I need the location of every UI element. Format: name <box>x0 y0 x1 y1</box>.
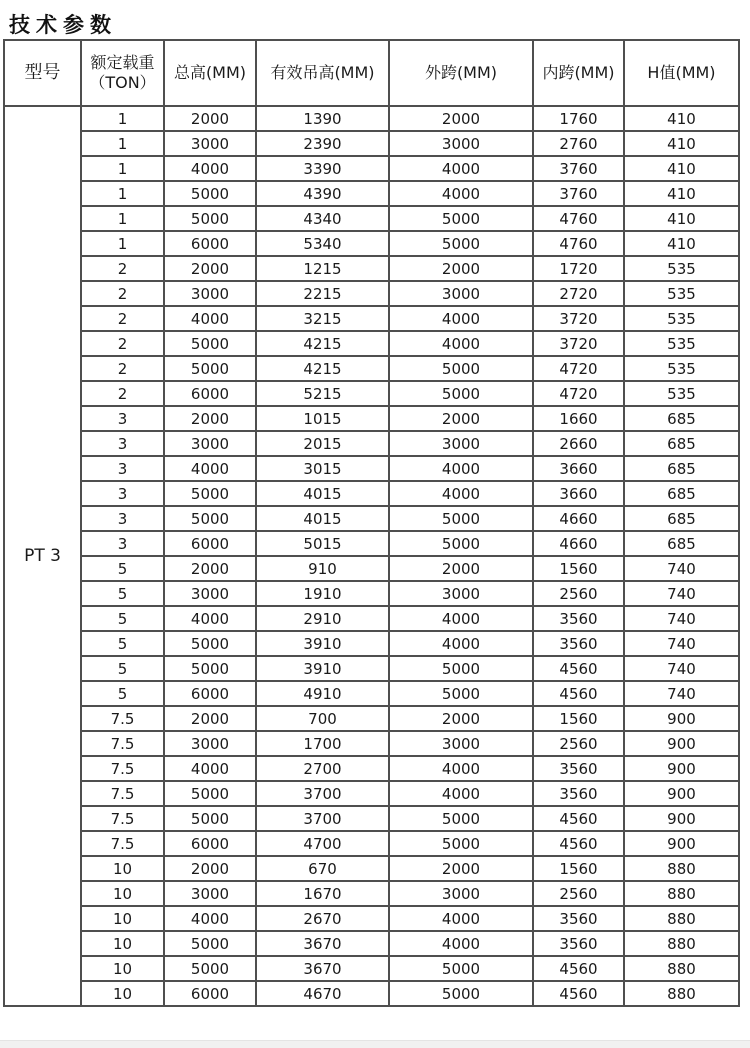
table-row <box>4 631 739 656</box>
table-cell: 3000 <box>389 281 533 306</box>
table-cell: 4000 <box>164 156 256 181</box>
table-cell: 2000 <box>164 856 256 881</box>
table-cell: 1 <box>81 156 164 181</box>
table-cell: 5340 <box>256 231 389 256</box>
table-cell: 740 <box>624 681 739 706</box>
table-cell: 4760 <box>533 206 624 231</box>
table-cell: 1720 <box>533 256 624 281</box>
table-cell: 7.5 <box>81 781 164 806</box>
table-cell: 10 <box>81 981 164 1006</box>
table-cell: 2000 <box>389 856 533 881</box>
table-cell: 4000 <box>389 606 533 631</box>
table-cell: 5000 <box>164 631 256 656</box>
table-cell: 4000 <box>164 756 256 781</box>
table-cell: 3720 <box>533 306 624 331</box>
table-cell: 5215 <box>256 381 389 406</box>
table-cell: 3000 <box>389 431 533 456</box>
table-cell: 3760 <box>533 181 624 206</box>
table-cell: 1560 <box>533 556 624 581</box>
table-cell: 6000 <box>164 831 256 856</box>
table-cell: 685 <box>624 506 739 531</box>
table-cell: 3560 <box>533 931 624 956</box>
table-cell: 4000 <box>164 606 256 631</box>
table-cell: 3000 <box>164 281 256 306</box>
table-row <box>4 506 739 531</box>
table-cell: 685 <box>624 531 739 556</box>
table-cell: 4000 <box>164 906 256 931</box>
table-row <box>4 131 739 156</box>
table-cell: 3000 <box>389 131 533 156</box>
table-cell: 900 <box>624 781 739 806</box>
table-cell: 5000 <box>389 531 533 556</box>
table-cell: 1215 <box>256 256 389 281</box>
table-row <box>4 231 739 256</box>
table-cell: 5 <box>81 556 164 581</box>
table-row <box>4 406 739 431</box>
table-cell: 5000 <box>164 506 256 531</box>
table-cell: 1560 <box>533 856 624 881</box>
header-row <box>4 40 739 106</box>
table-cell: 4000 <box>389 631 533 656</box>
table-row <box>4 281 739 306</box>
table-cell: 10 <box>81 906 164 931</box>
table-cell: 5 <box>81 606 164 631</box>
table-cell: 2000 <box>164 256 256 281</box>
table-cell: 3670 <box>256 956 389 981</box>
table-cell: 5000 <box>164 331 256 356</box>
table-row <box>4 256 739 281</box>
table-row <box>4 456 739 481</box>
table-cell: 5000 <box>389 231 533 256</box>
table-cell: 4015 <box>256 481 389 506</box>
table-cell: 3660 <box>533 456 624 481</box>
table-cell: 5000 <box>389 206 533 231</box>
table-cell: 4660 <box>533 531 624 556</box>
table-cell: 3000 <box>389 881 533 906</box>
table-cell: 5 <box>81 681 164 706</box>
table-cell: 7.5 <box>81 731 164 756</box>
table-row <box>4 906 739 931</box>
table-cell: 410 <box>624 206 739 231</box>
table-cell: 3 <box>81 456 164 481</box>
table-row <box>4 706 739 731</box>
table-cell: 4660 <box>533 506 624 531</box>
table-cell: 1 <box>81 181 164 206</box>
table-cell: 2000 <box>389 256 533 281</box>
table-cell: 4000 <box>389 156 533 181</box>
table-cell: 535 <box>624 281 739 306</box>
model-cell: PT 3 <box>4 106 81 1006</box>
column-header-rated-load: 额定载重（TON） <box>81 40 164 106</box>
table-cell: 3560 <box>533 606 624 631</box>
table-cell: 880 <box>624 906 739 931</box>
table-cell: 900 <box>624 756 739 781</box>
table-cell: 1700 <box>256 731 389 756</box>
table-cell: 5000 <box>164 931 256 956</box>
table-row <box>4 581 739 606</box>
table-cell: 2000 <box>164 406 256 431</box>
table-cell: 1560 <box>533 706 624 731</box>
table-row <box>4 756 739 781</box>
table-row <box>4 806 739 831</box>
table-body <box>4 106 739 1006</box>
table-cell: 3560 <box>533 906 624 931</box>
table-row <box>4 356 739 381</box>
table-cell: 5000 <box>389 381 533 406</box>
table-cell: 4215 <box>256 356 389 381</box>
table-row <box>4 656 739 681</box>
table-cell: 5000 <box>389 506 533 531</box>
table-cell: 10 <box>81 956 164 981</box>
table-cell: 685 <box>624 481 739 506</box>
table-cell: 535 <box>624 306 739 331</box>
table-cell: 4000 <box>389 781 533 806</box>
table-cell: 3910 <box>256 656 389 681</box>
table-cell: 4000 <box>389 756 533 781</box>
table-cell: 5000 <box>164 206 256 231</box>
table-row <box>4 881 739 906</box>
table-cell: 535 <box>624 381 739 406</box>
column-header-effective-lift-height: 有效吊高(MM) <box>256 40 389 106</box>
table-cell: 3700 <box>256 781 389 806</box>
table-cell: 2 <box>81 256 164 281</box>
table-row <box>4 106 739 131</box>
table-row <box>4 606 739 631</box>
table-cell: 2000 <box>389 406 533 431</box>
table-cell: 4000 <box>389 906 533 931</box>
table-row <box>4 556 739 581</box>
table-cell: 2000 <box>389 706 533 731</box>
table-cell: 1760 <box>533 106 624 131</box>
column-header-total-height: 总高(MM) <box>164 40 256 106</box>
table-cell: 685 <box>624 406 739 431</box>
table-cell: 7.5 <box>81 806 164 831</box>
table-row <box>4 206 739 231</box>
table-cell: 1910 <box>256 581 389 606</box>
table-row <box>4 731 739 756</box>
table-cell: 880 <box>624 931 739 956</box>
table-row <box>4 431 739 456</box>
table-cell: 3560 <box>533 781 624 806</box>
table-cell: 6000 <box>164 981 256 1006</box>
table-cell: 3 <box>81 406 164 431</box>
table-cell: 5 <box>81 581 164 606</box>
table-cell: 5000 <box>389 806 533 831</box>
table-row <box>4 181 739 206</box>
table-cell: 6000 <box>164 381 256 406</box>
table-cell: 3760 <box>533 156 624 181</box>
table-cell: 4560 <box>533 806 624 831</box>
table-cell: 740 <box>624 631 739 656</box>
table-cell: 5000 <box>389 681 533 706</box>
table-cell: 4000 <box>389 481 533 506</box>
table-cell: 740 <box>624 581 739 606</box>
table-row <box>4 981 739 1006</box>
table-row <box>4 831 739 856</box>
table-row <box>4 956 739 981</box>
table-cell: 3000 <box>164 581 256 606</box>
table-cell: 4340 <box>256 206 389 231</box>
table-cell: 4000 <box>389 331 533 356</box>
table-row <box>4 681 739 706</box>
table-cell: 2000 <box>164 706 256 731</box>
table-cell: 2760 <box>533 131 624 156</box>
table-cell: 5000 <box>164 956 256 981</box>
table-row <box>4 781 739 806</box>
table-cell: 7.5 <box>81 831 164 856</box>
table-cell: 4560 <box>533 681 624 706</box>
table-cell: 4000 <box>389 181 533 206</box>
table-cell: 4910 <box>256 681 389 706</box>
table-cell: 5000 <box>164 781 256 806</box>
table-cell: 410 <box>624 131 739 156</box>
table-cell: 2015 <box>256 431 389 456</box>
table-cell: 410 <box>624 106 739 131</box>
table-cell: 1 <box>81 106 164 131</box>
table-cell: 3 <box>81 506 164 531</box>
technical-parameters-table <box>3 39 740 1007</box>
table-cell: 10 <box>81 856 164 881</box>
table-cell: 900 <box>624 806 739 831</box>
table-cell: 3 <box>81 531 164 556</box>
table-cell: 4215 <box>256 331 389 356</box>
table-cell: 3720 <box>533 331 624 356</box>
table-cell: 2 <box>81 331 164 356</box>
table-cell: 2660 <box>533 431 624 456</box>
table-cell: 7.5 <box>81 706 164 731</box>
table-cell: 4560 <box>533 956 624 981</box>
table-cell: 1015 <box>256 406 389 431</box>
table-cell: 4000 <box>389 931 533 956</box>
table-cell: 3660 <box>533 481 624 506</box>
table-row <box>4 331 739 356</box>
table-row <box>4 531 739 556</box>
bottom-separator-bar <box>0 1040 750 1048</box>
table-cell: 4720 <box>533 381 624 406</box>
table-cell: 5 <box>81 656 164 681</box>
table-cell: 3000 <box>164 131 256 156</box>
table-cell: 3000 <box>164 731 256 756</box>
table-row <box>4 381 739 406</box>
table-cell: 2390 <box>256 131 389 156</box>
table-cell: 4000 <box>164 456 256 481</box>
table-cell: 880 <box>624 981 739 1006</box>
table-cell: 910 <box>256 556 389 581</box>
table-cell: 880 <box>624 856 739 881</box>
table-cell: 4000 <box>389 306 533 331</box>
table-cell: 10 <box>81 881 164 906</box>
table-cell: 5000 <box>164 656 256 681</box>
table-cell: 5000 <box>164 356 256 381</box>
table-cell: 4720 <box>533 356 624 381</box>
table-cell: 700 <box>256 706 389 731</box>
table-cell: 900 <box>624 831 739 856</box>
table-cell: 1 <box>81 131 164 156</box>
table-cell: 1670 <box>256 881 389 906</box>
table-cell: 1 <box>81 231 164 256</box>
table-row <box>4 856 739 881</box>
table-cell: 2560 <box>533 881 624 906</box>
table-cell: 2000 <box>164 556 256 581</box>
table-cell: 410 <box>624 181 739 206</box>
table-header <box>4 40 739 106</box>
column-header-model: 型号 <box>4 40 81 106</box>
table-cell: 4390 <box>256 181 389 206</box>
table-cell: 2000 <box>164 106 256 131</box>
table-cell: 410 <box>624 231 739 256</box>
table-cell: 2 <box>81 356 164 381</box>
table-cell: 1390 <box>256 106 389 131</box>
table-cell: 4000 <box>389 456 533 481</box>
table-cell: 5000 <box>389 656 533 681</box>
table-cell: 5000 <box>164 481 256 506</box>
table-cell: 3000 <box>164 431 256 456</box>
table-cell: 2720 <box>533 281 624 306</box>
table-cell: 740 <box>624 656 739 681</box>
table-cell: 880 <box>624 956 739 981</box>
table-cell: 3560 <box>533 631 624 656</box>
table-row <box>4 156 739 181</box>
table-cell: 3 <box>81 431 164 456</box>
table-cell: 4000 <box>164 306 256 331</box>
table-cell: 535 <box>624 256 739 281</box>
table-cell: 5000 <box>389 956 533 981</box>
table-cell: 900 <box>624 731 739 756</box>
table-cell: 4670 <box>256 981 389 1006</box>
table-cell: 4760 <box>533 231 624 256</box>
table-cell: 3390 <box>256 156 389 181</box>
table-cell: 410 <box>624 156 739 181</box>
table-cell: 6000 <box>164 231 256 256</box>
table-cell: 5000 <box>389 831 533 856</box>
table-cell: 5 <box>81 631 164 656</box>
table-cell: 3 <box>81 481 164 506</box>
table-cell: 2000 <box>389 106 533 131</box>
table-cell: 535 <box>624 356 739 381</box>
table-cell: 2910 <box>256 606 389 631</box>
table-cell: 5000 <box>164 181 256 206</box>
table-cell: 3015 <box>256 456 389 481</box>
table-row <box>4 306 739 331</box>
table-row <box>4 481 739 506</box>
table-cell: 3910 <box>256 631 389 656</box>
table-cell: 4015 <box>256 506 389 531</box>
table-cell: 1 <box>81 206 164 231</box>
table-cell: 3700 <box>256 806 389 831</box>
table-cell: 2 <box>81 306 164 331</box>
table-row <box>4 931 739 956</box>
table-cell: 3215 <box>256 306 389 331</box>
table-cell: 3000 <box>164 881 256 906</box>
page-title: 技术参数 <box>9 13 117 37</box>
table-cell: 7.5 <box>81 756 164 781</box>
table-cell: 535 <box>624 331 739 356</box>
table-cell: 4560 <box>533 831 624 856</box>
table-cell: 880 <box>624 881 739 906</box>
table-cell: 2700 <box>256 756 389 781</box>
table-cell: 2670 <box>256 906 389 931</box>
column-header-inner-span: 内跨(MM) <box>533 40 624 106</box>
table-cell: 900 <box>624 706 739 731</box>
table-cell: 6000 <box>164 681 256 706</box>
table-cell: 3000 <box>389 581 533 606</box>
column-header-outer-span: 外跨(MM) <box>389 40 533 106</box>
table-cell: 5000 <box>389 981 533 1006</box>
table-cell: 2560 <box>533 731 624 756</box>
column-header-h-value: H值(MM) <box>624 40 739 106</box>
table-cell: 4560 <box>533 981 624 1006</box>
table-cell: 670 <box>256 856 389 881</box>
table-cell: 1660 <box>533 406 624 431</box>
table-cell: 2 <box>81 281 164 306</box>
table-cell: 2000 <box>389 556 533 581</box>
table-cell: 685 <box>624 456 739 481</box>
table-cell: 4560 <box>533 656 624 681</box>
table-cell: 740 <box>624 556 739 581</box>
table-cell: 10 <box>81 931 164 956</box>
table-cell: 685 <box>624 431 739 456</box>
table-cell: 2215 <box>256 281 389 306</box>
table-cell: 2560 <box>533 581 624 606</box>
table-cell: 740 <box>624 606 739 631</box>
table-cell: 3000 <box>389 731 533 756</box>
table-cell: 5000 <box>164 806 256 831</box>
table-cell: 5000 <box>389 356 533 381</box>
table-cell: 5015 <box>256 531 389 556</box>
table-cell: 4700 <box>256 831 389 856</box>
table-cell: 3560 <box>533 756 624 781</box>
table-cell: 3670 <box>256 931 389 956</box>
table-cell: 2 <box>81 381 164 406</box>
table-cell: 6000 <box>164 531 256 556</box>
